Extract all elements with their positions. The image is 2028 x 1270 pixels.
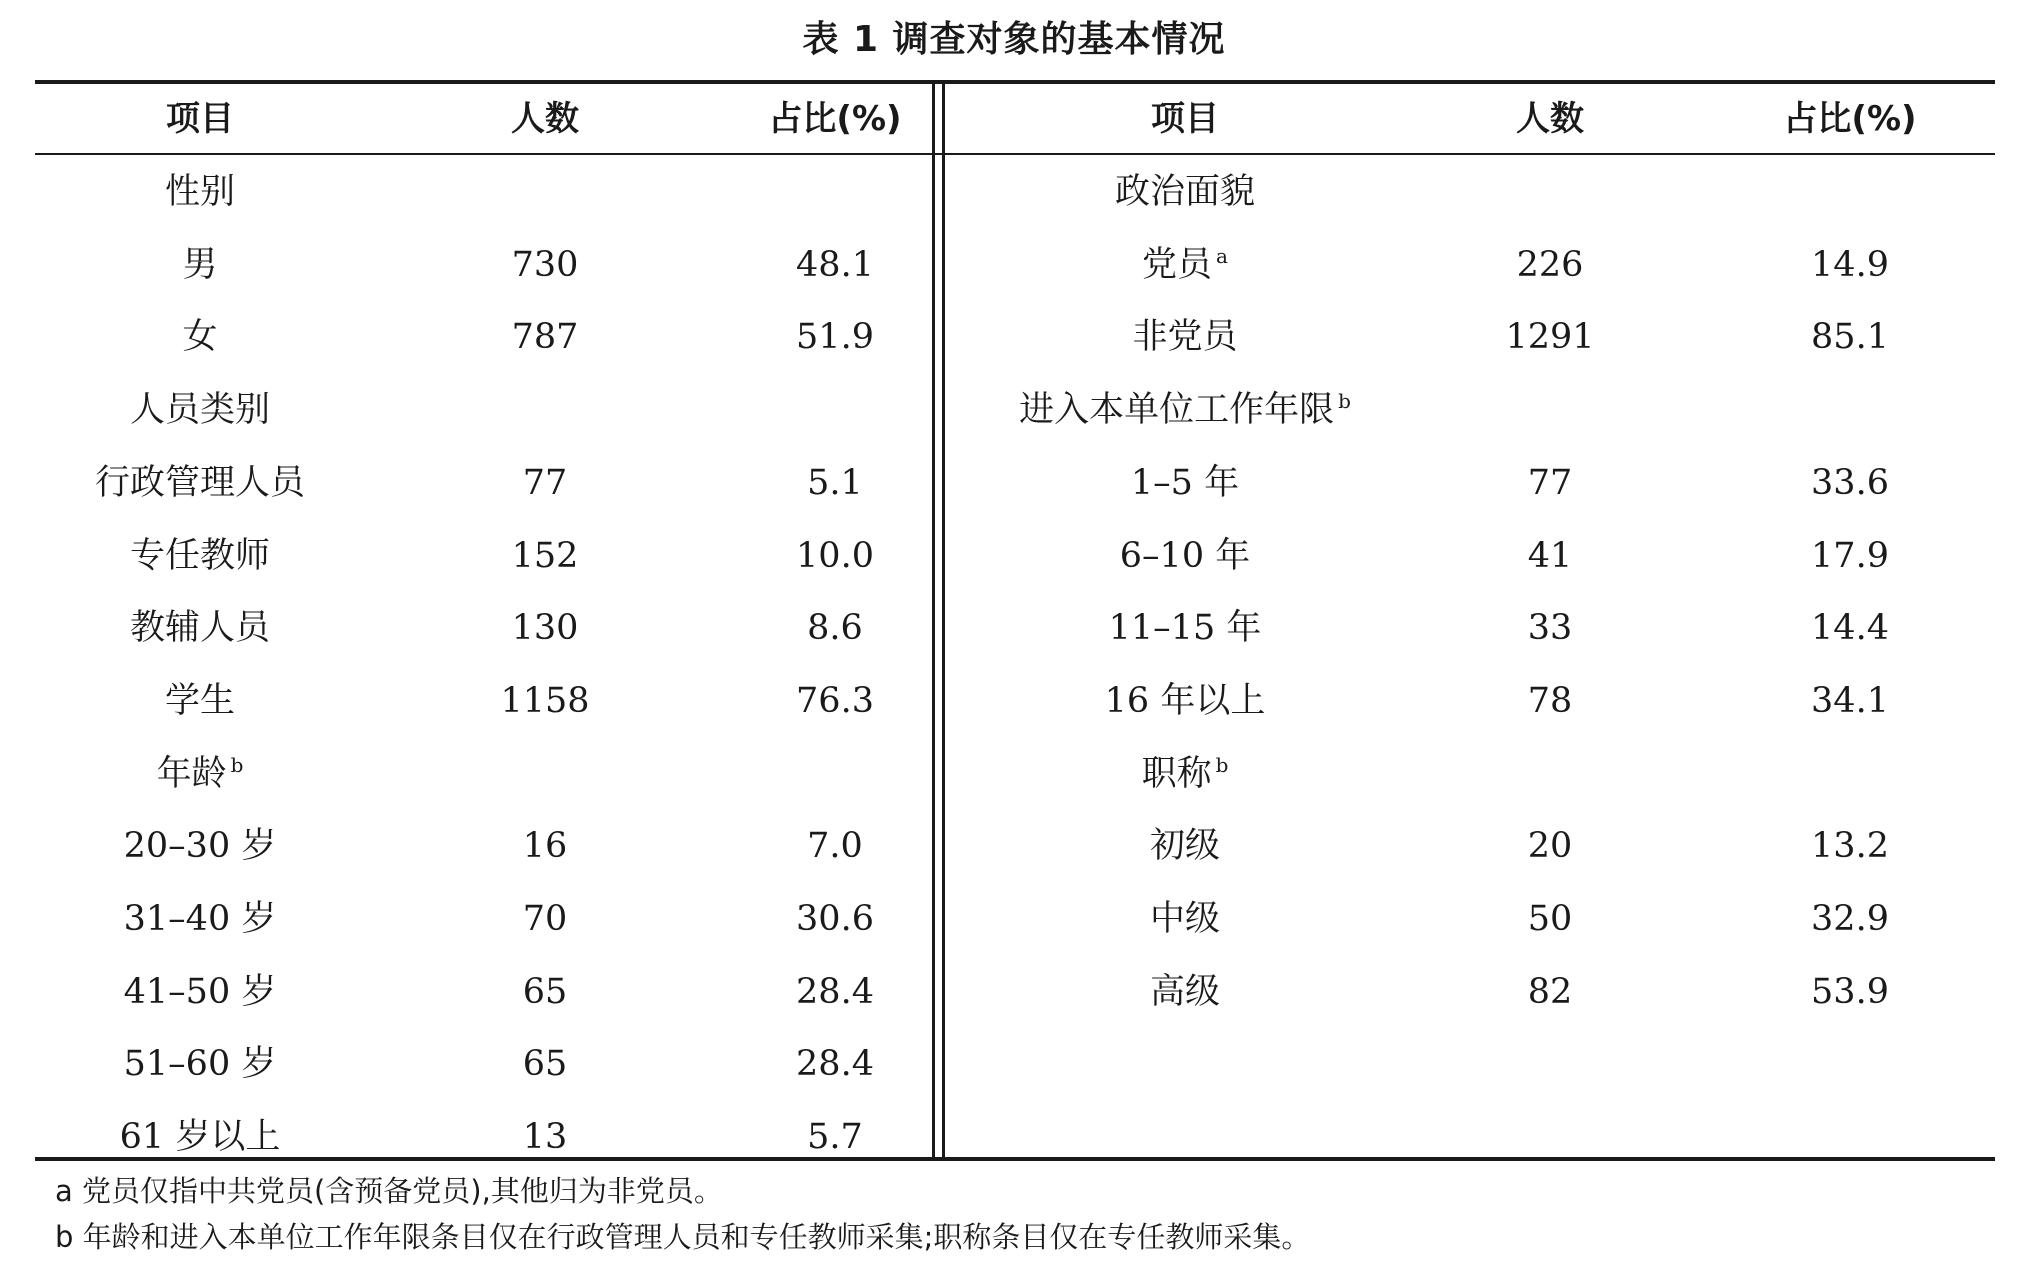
table-row: [35, 883, 932, 955]
table-row: [945, 447, 1995, 519]
row-label: [945, 374, 1425, 446]
table-row: [945, 374, 1995, 446]
row-percent: 14.9: [1811, 244, 1889, 285]
table-row: [35, 1101, 932, 1173]
row-label-text: 51–60 岁: [123, 1044, 277, 1085]
row-percent: 32.9: [1811, 899, 1889, 939]
row-count: [425, 738, 665, 810]
row-count: [1415, 738, 1685, 810]
row-label: [945, 301, 1425, 373]
row-count: 13: [522, 1117, 568, 1158]
header-percent: 占比(%): [768, 99, 902, 139]
row-percent: 28.4: [796, 1044, 874, 1085]
header-row: [945, 84, 1995, 154]
table-row: [945, 810, 1995, 882]
row-percent: 17.9: [1811, 535, 1889, 576]
footnote-b: b 年龄和进入本单位工作年限条目仅在行政管理人员和专任教师采集;职称条目仅在专任教师采集。: [55, 1220, 1311, 1254]
footnote-marker: b: [1215, 752, 1229, 777]
table-row: [35, 374, 932, 446]
table-row: [945, 883, 1995, 955]
row-percent: 14.4: [1811, 608, 1889, 649]
row-label: [35, 956, 365, 1028]
row-label-text: 教辅人员: [129, 608, 270, 649]
row-percent: [715, 374, 955, 446]
row-percent: 30.6: [796, 899, 874, 939]
row-count: 730: [511, 244, 579, 285]
header-row: [35, 84, 932, 154]
row-label: [35, 1028, 365, 1100]
row-count: 787: [511, 317, 579, 358]
row-percent: 28.4: [796, 971, 874, 1012]
table-row: [945, 956, 1995, 1028]
row-count: 77: [1527, 462, 1573, 503]
table-row: [945, 592, 1995, 664]
row-label-text: 党员: [1142, 244, 1213, 285]
row-count: [425, 156, 665, 228]
row-label-text: 职称: [1141, 753, 1212, 794]
row-percent: 13.2: [1811, 826, 1889, 867]
table-row: [35, 665, 932, 737]
row-label-text: 行政管理人员: [94, 462, 305, 503]
row-label: [945, 229, 1425, 301]
row-count: [425, 374, 665, 446]
right-table: [945, 84, 1995, 1157]
footnote-marker: a: [1216, 244, 1228, 269]
header-percent: 占比(%): [1783, 99, 1917, 139]
row-label-text: 1–5 年: [1130, 462, 1240, 503]
row-count: 65: [522, 1044, 568, 1085]
row-label-text: 11–15 年: [1108, 608, 1262, 649]
row-percent: 7.0: [807, 826, 863, 867]
row-label-text: 学生: [164, 680, 235, 721]
row-label: [945, 883, 1425, 955]
row-label: [35, 883, 365, 955]
row-count: 20: [1527, 826, 1573, 867]
left-table: [35, 84, 932, 1157]
footnotes: [55, 1168, 1995, 1260]
table-row: [945, 738, 1995, 810]
table-row: [945, 301, 1995, 373]
row-label: [35, 738, 365, 810]
row-count: 77: [522, 462, 568, 503]
row-label: [35, 447, 365, 519]
row-label-text: 性别: [164, 172, 235, 212]
footnote-a: a 党员仅指中共党员(含预备党员),其他归为非党员。: [55, 1174, 723, 1208]
row-label: [945, 665, 1425, 737]
table-row: [35, 1028, 932, 1100]
row-percent: 5.1: [807, 462, 863, 503]
row-percent: 85.1: [1811, 317, 1889, 358]
row-label-text: 女: [182, 317, 218, 358]
row-label-text: 年龄: [156, 753, 227, 794]
row-percent: 76.3: [796, 680, 874, 721]
row-percent: [1705, 156, 1995, 228]
row-label-text: 61 岁以上: [119, 1117, 281, 1158]
footnote-marker: b: [230, 752, 244, 777]
row-percent: 53.9: [1811, 971, 1889, 1012]
row-count: 65: [522, 971, 568, 1012]
row-label-text: 高级: [1149, 971, 1220, 1012]
row-label-text: 6–10 年: [1119, 535, 1251, 576]
table-row: [945, 665, 1995, 737]
table-row: [35, 447, 932, 519]
row-count: 33: [1527, 608, 1573, 649]
row-label: [945, 156, 1425, 228]
row-percent: [1705, 738, 1995, 810]
header-count: 人数: [511, 99, 579, 139]
row-percent: 10.0: [796, 535, 874, 576]
row-count: 70: [522, 899, 568, 939]
row-label-text: 初级: [1149, 826, 1220, 867]
row-label: [35, 301, 365, 373]
row-label: [945, 592, 1425, 664]
row-label-text: 中级: [1149, 899, 1220, 939]
row-label-text: 41–50 岁: [123, 971, 277, 1012]
row-label-text: 专任教师: [129, 535, 270, 576]
table-row: [35, 592, 932, 664]
row-percent: 5.7: [807, 1117, 863, 1158]
row-count: 82: [1527, 971, 1573, 1012]
row-label: [945, 738, 1425, 810]
row-label: [35, 1101, 365, 1173]
table-row: [35, 301, 932, 373]
row-label-text: 20–30 岁: [123, 826, 277, 867]
row-percent: [1705, 374, 1995, 446]
table-row: [945, 156, 1995, 228]
row-percent: 51.9: [796, 317, 874, 358]
header-count: 人数: [1516, 99, 1584, 139]
row-label-text: 男: [182, 244, 218, 285]
row-count: [1415, 374, 1685, 446]
row-count: 152: [511, 535, 579, 576]
row-label: [35, 810, 365, 882]
header-item: 项目: [166, 99, 234, 139]
row-label: [35, 520, 365, 592]
row-label-text: 进入本单位工作年限: [1019, 390, 1335, 431]
row-label: [945, 447, 1425, 519]
row-label-text: 16 年以上: [1104, 680, 1266, 721]
row-count: 78: [1527, 680, 1573, 721]
row-percent: 8.6: [807, 608, 863, 649]
header-item: 项目: [1151, 99, 1219, 139]
table-row: [35, 810, 932, 882]
table-row: [35, 520, 932, 592]
row-label-text: 31–40 岁: [123, 899, 277, 939]
row-percent: 33.6: [1811, 462, 1889, 503]
row-label: [945, 810, 1425, 882]
row-label: [35, 156, 365, 228]
row-percent: 48.1: [796, 244, 874, 285]
table-row: [35, 156, 932, 228]
row-label: [35, 374, 365, 446]
row-percent: [715, 156, 955, 228]
row-label: [945, 956, 1425, 1028]
row-count: 130: [511, 608, 579, 649]
table-row: [35, 229, 932, 301]
row-count: 1291: [1505, 317, 1595, 358]
row-percent: 34.1: [1811, 680, 1889, 721]
table-title: 表 1 调查对象的基本情况: [802, 19, 1226, 60]
row-label: [35, 229, 365, 301]
table-row: [945, 520, 1995, 592]
table-row: [945, 229, 1995, 301]
row-percent: [715, 738, 955, 810]
row-label-text: 人员类别: [129, 390, 270, 431]
row-count: 50: [1527, 899, 1573, 939]
row-label: [35, 592, 365, 664]
row-count: 16: [522, 826, 568, 867]
row-label-text: 政治面貌: [1114, 172, 1255, 212]
row-count: 226: [1516, 244, 1584, 285]
row-count: [1415, 156, 1685, 228]
footnote-marker: b: [1338, 389, 1351, 414]
table-row: [35, 738, 932, 810]
row-count: 1158: [500, 680, 590, 721]
row-label: [35, 665, 365, 737]
row-label: [945, 520, 1425, 592]
row-count: 41: [1527, 535, 1573, 576]
row-label-text: 非党员: [1132, 317, 1238, 358]
table-row: [35, 956, 932, 1028]
